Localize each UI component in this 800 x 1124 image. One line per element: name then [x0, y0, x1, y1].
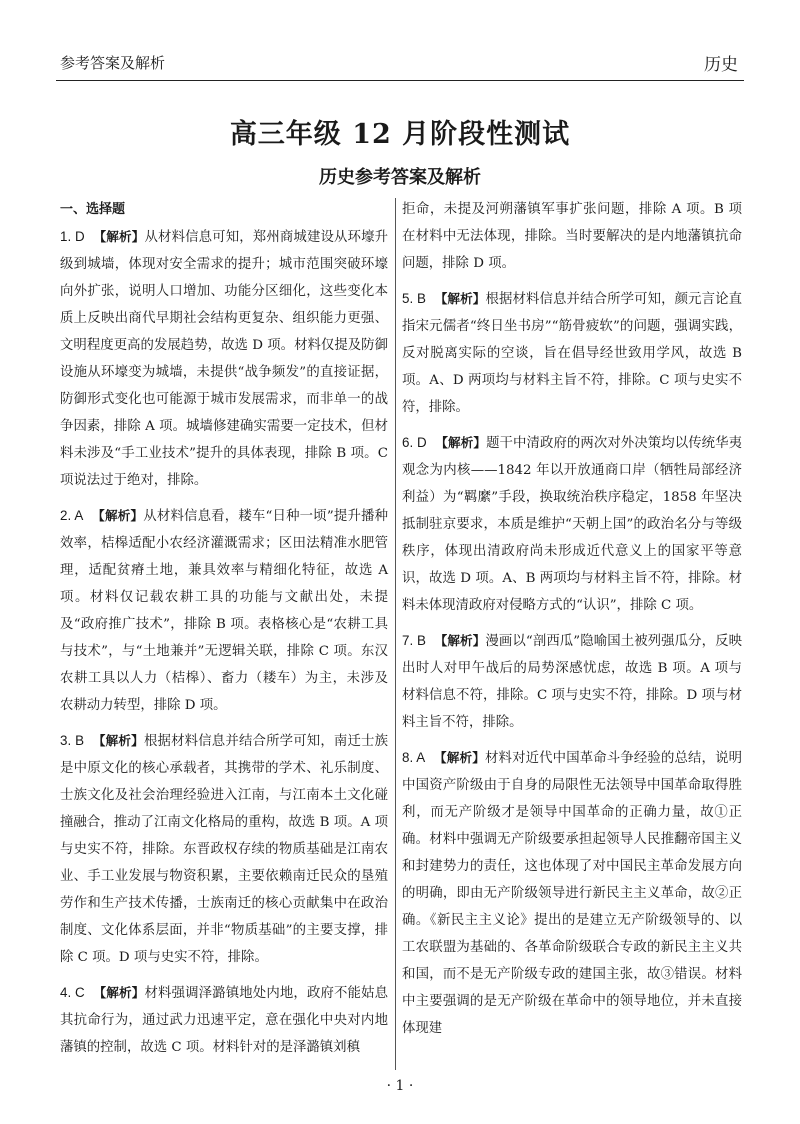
answer-item-1 — [60, 223, 388, 494]
header-subject-label: 历史 — [704, 55, 738, 75]
answer-number: 4. C — [60, 985, 85, 1000]
answer-number: 5. B — [402, 291, 426, 306]
page-header — [0, 0, 800, 82]
answer-text: 根据材料信息并结合所学可知，颜元言论直指宋元儒者“终日坐书房”“筋骨疲软”的问题，强调实践，反对脱离实际的空谈，旨在倡导经世致用学风，故选 B 项。A、D 两项均与材料主旨不符，排除。C 项与史实不符，排除。 — [402, 292, 743, 415]
analysis-tag: 【解析】 — [434, 291, 486, 306]
answer-item-5 — [402, 285, 742, 421]
answer-text: 材料强调泽潞镇地处内地，政府不能姑息其抗命行为，通过武力迅速平定，意在强化中央对内地藩镇的控制，故选 C 项。材料针对的是泽潞镇刘稹 — [60, 986, 389, 1055]
answer-item-6 — [402, 429, 742, 619]
header-left-label: 参考答案及解析 — [60, 54, 166, 72]
right-column — [402, 196, 742, 1050]
answer-text: 从材料信息可知，郑州商城建设从环壕升级到城墙，体现对安全需求的提升；城市范围突破环壕向外扩张，说明人口增加、功能分区细化，这些变化本质上反映出商代早期社会结构更复杂、组织能力更强、文明程度更高的发展趋势，故选 D 项。材料仅提及防御设施从环壕变为城墙，未提供“战争频发”的直接证据，防御形式变化也可能源于城市发展需求，而非单一的战争因素，排除 A 项。城墙修建确实需要一定技术，但材料未涉及“手工业技术”提升的具体表现，排除 B 项。C 项说法过于绝对，排除。 — [60, 230, 389, 488]
answer-number: 1. D — [60, 229, 85, 244]
analysis-tag: 【解析】 — [435, 435, 487, 450]
section-heading: 一、选择题 — [60, 202, 126, 217]
answer-item-8 — [402, 744, 742, 1042]
analysis-tag: 【解析】 — [93, 229, 145, 244]
answer-number: 6. D — [402, 435, 427, 450]
left-column — [60, 196, 388, 1069]
page-number: · 1 · — [386, 1078, 414, 1094]
answer-4-continuation: 拒命，未提及河朔藩镇军事扩张问题，排除 A 项。B 项在材料中无法体现，排除。当时要解决的是内地藩镇抗命问题，排除 D 项。 — [402, 202, 742, 271]
column-divider — [395, 198, 396, 1070]
analysis-tag: 【解析】 — [434, 633, 486, 648]
answer-item-4 — [60, 979, 388, 1061]
answer-text: 漫画以“剖西瓜”隐喻国土被列强瓜分，反映出时人对甲午战后的局势深感忧虑，故选 B 项。A 项与材料信息不符，排除。C 项与史实不符，排除。D 项与材料主旨不符，排除。 — [402, 634, 743, 730]
analysis-tag: 【解析】 — [92, 733, 144, 748]
answer-text: 根据材料信息并结合所学可知，南迁士族是中原文化的核心承载者，其携带的学术、礼乐制度、士族文化及社会治理经验进入江南，与江南本土文化碰撞融合，推动了江南文化格局的重构，故选 B 项。A 项与史实不符，排除。东晋政权存续的物质基础是江南农业、手工业发展与物资积累，主要依赖南迁民众的垦殖劳作和生产技术传播，士族南迁的核心贡献集中在政治制度、文化体系层面，并非“物质基础”的主要支撑，排除 C 项。D 项与史实不符，排除。 — [60, 734, 389, 965]
answer-text: 从材料信息看，耧车“日种一顷”提升播种效率，桔槔适配小农经济灌溉需求；区田法精准水肥管理，适配贫瘠土地，兼具效率与精细化特征，故选 A 项。材料仅记载农耕工具的功能与文献出处，未提及“政府推广技术”，排除 B 项。表格核心是“农耕工具与技术”，与“土地兼并”无逻辑关联，排除 C 项。东汉农耕工具以人力（桔槔）、畜力（耧车）为主，未涉及农耕动力转型，排除 D 项。 — [60, 509, 388, 713]
page-title: 高三年级 12 月阶段性测试 — [229, 119, 571, 150]
answer-text: 材料对近代中国革命斗争经验的总结，说明中国资产阶级由于自身的局限性无法领导中国革命取得胜利，而无产阶级才是领导中国革命的正确力量，故①正确。材料中强调无产阶级要承担起领导人民推翻帝国主义和封建势力的责任，这也体现了对中国民主革命发展方向的明确，即由无产阶级领导进行新民主主义革命，故②正确。《新民主主义论》提出的是建立无产阶级领导的、以工农联盟为基础的、各革命阶级联合专政的新民主主义共和国，而不是无产阶级专政的建国主张，故③错误。材料中主要强调的是无产阶级在革命中的领导地位，并未直接体现建 — [402, 751, 743, 1036]
page-subtitle: 历史参考答案及解析 — [319, 167, 481, 188]
answer-item-2 — [60, 502, 388, 719]
analysis-tag: 【解析】 — [434, 750, 485, 765]
answer-item-7 — [402, 627, 742, 736]
answer-number: 2. A — [60, 508, 84, 523]
answer-number: 8. A — [402, 750, 426, 765]
answer-number: 3. B — [60, 733, 84, 748]
answer-number: 7. B — [402, 633, 426, 648]
analysis-tag: 【解析】 — [92, 508, 144, 523]
analysis-tag: 【解析】 — [93, 985, 145, 1000]
header-rule — [56, 80, 744, 81]
answer-text: 题干中清政府的两次对外决策均以传统华夷观念为内核——1842 年以开放通商口岸（牺牲局部经济利益）为“羁縻”手段，换取统治秩序稳定，1858 年坚决抵制驻京要求，本质是维护“天朝上国”的政治名分与等级秩序，体现出清政府尚未形成近代意义上的国家平等意识，故选 D 项。A、B 两项均与材料主旨不符，排除。材料未体现清政府对侵略方式的“认识”，排除 C 项。 — [402, 436, 743, 613]
answer-item-3 — [60, 727, 388, 971]
